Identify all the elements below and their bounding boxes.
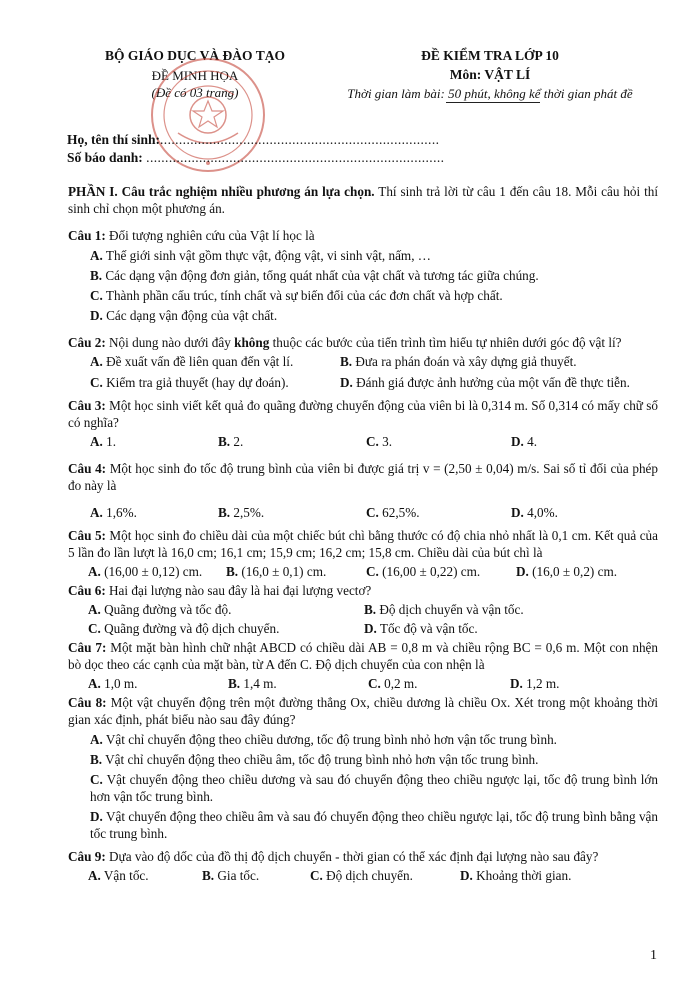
options-row <box>68 504 658 521</box>
question-number: Câu 4: <box>68 461 107 476</box>
question-stem: Một vật chuyển động trên một đường thẳng Ox, chiều dương là chiều Ox. Xét trong một khoảng thời gian xác định, phát biểu nào sau đây đúng? <box>68 695 659 727</box>
option-label: B. <box>218 505 231 520</box>
option-text: Quãng đường và tốc độ. <box>100 602 232 617</box>
part1-instruction: Thí sinh trả lời từ câu 1 đến câu 18. Mỗi câu hỏi thí sinh chỉ chọn một phương án. <box>68 184 659 216</box>
question-stem: Nội dung nào dưới đây <box>105 335 235 350</box>
option-label: B. <box>340 354 353 369</box>
student-id-row <box>67 149 444 167</box>
option-text: 1,0 m. <box>100 676 138 691</box>
option-a <box>68 247 658 264</box>
option-text: 3. <box>378 434 393 449</box>
options-row <box>68 601 658 618</box>
question-number: Câu 9: <box>68 849 106 864</box>
option-c <box>68 287 658 304</box>
option-label: A. <box>88 868 101 883</box>
question-number: Câu 8: <box>68 695 107 710</box>
option-text: (16,0 ± 0,2) cm. <box>528 564 618 579</box>
option-text: Đề xuất vấn đề liên quan đến vật lí. <box>102 354 294 369</box>
question-8 <box>68 694 658 842</box>
option-text: 1,2 m. <box>522 676 560 691</box>
student-info <box>67 131 444 167</box>
option-text: Kiểm tra giả thuyết (hay dự đoán). <box>102 375 289 390</box>
option-label: B. <box>364 602 377 617</box>
question-number: Câu 6: <box>68 583 106 598</box>
question-7 <box>68 639 658 692</box>
option-label: B. <box>226 564 239 579</box>
option-label: D. <box>340 375 353 390</box>
part1-title: PHẦN I. Câu trắc nghiệm nhiều phương án lựa chọn. <box>68 184 375 199</box>
option-d <box>364 620 478 637</box>
option-a <box>68 731 658 748</box>
option-text: Vật chuyển động theo chiều âm và sau đó chuyển động theo chiều ngược lại, tốc độ trung bình bằng vận tốc trung bình. <box>90 809 658 841</box>
option-b <box>202 867 310 884</box>
option-c <box>68 771 658 805</box>
option-a <box>88 601 364 618</box>
question-number: Câu 7: <box>68 640 107 655</box>
option-label: C. <box>368 676 381 691</box>
option-text: (16,00 ± 0,12) cm. <box>100 564 203 579</box>
option-label: C. <box>90 375 103 390</box>
option-text: (16,00 ± 0,22) cm. <box>378 564 481 579</box>
question-6 <box>68 582 658 637</box>
option-c <box>88 620 364 637</box>
option-b <box>228 675 368 692</box>
options-row <box>68 675 658 692</box>
question-stem-emphasis: không <box>234 335 270 350</box>
option-text: Khoảng thời gian. <box>472 868 572 883</box>
option-b <box>218 433 366 450</box>
option-text: Độ dịch chuyển. <box>322 868 413 883</box>
option-label: A. <box>88 564 101 579</box>
option-c <box>366 563 516 580</box>
option-d <box>68 307 658 324</box>
question-stem: Một học sinh viết kết quả đo quãng đường chuyển động của viên bi là 0,314 m. Số 0,314 có mấy chữ số có nghĩa? <box>68 398 658 430</box>
option-d <box>460 867 571 884</box>
option-label: B. <box>90 752 103 767</box>
option-text: Các dạng vận động đơn giản, tổng quát nhất của vật chất và tương tác giữa chúng. <box>102 268 539 283</box>
part1-intro <box>68 183 658 217</box>
option-text: 1,4 m. <box>240 676 277 691</box>
question-4 <box>68 460 658 521</box>
option-label: C. <box>310 868 323 883</box>
option-label: D. <box>364 621 377 636</box>
option-text: Độ dịch chuyển và vận tốc. <box>376 602 524 617</box>
option-text: Vật chuyển động theo chiều dương và sau đó chuyển động theo chiều ngược lại, tốc độ trung bình lớn hơn vận tốc trung bình. <box>90 772 658 804</box>
option-d <box>68 808 658 842</box>
option-b <box>226 563 366 580</box>
options-row <box>68 620 658 637</box>
question-number: Câu 1: <box>68 228 106 243</box>
option-label: D. <box>510 676 523 691</box>
option-label: C. <box>88 621 101 636</box>
question-1 <box>68 227 658 324</box>
option-d <box>511 433 537 450</box>
page-count: (Đề có 03 trang) <box>151 85 239 100</box>
option-text: 4. <box>523 434 538 449</box>
options-row <box>68 867 658 884</box>
option-text: Tốc độ và vận tốc. <box>376 621 478 636</box>
option-text: Đánh giá được ảnh hưởng của một vấn đề thực tiễn. <box>352 375 630 390</box>
option-a <box>90 433 218 450</box>
option-b <box>68 267 658 284</box>
option-label: A. <box>90 248 103 263</box>
question-stem: Một mặt bàn hình chữ nhật ABCD có chiều dài AB = 0,8 m và chiều rộng BC = 0,6 m. Một con nhện bò dọc theo các cạnh của mặt bàn, từ A đến C. Độ dịch chuyển của con nhện là <box>68 640 659 672</box>
option-text: Quãng đường và độ dịch chuyển. <box>100 621 280 636</box>
option-b <box>364 601 524 618</box>
option-label: A. <box>88 676 101 691</box>
option-label: C. <box>366 564 379 579</box>
question-5 <box>68 527 658 580</box>
option-a <box>90 504 218 521</box>
option-d <box>516 563 617 580</box>
option-text: Thành phần cấu trúc, tính chất và sự biến đổi của các đơn chất và hợp chất. <box>102 288 503 303</box>
option-text: 2. <box>230 434 244 449</box>
options-row <box>68 563 658 580</box>
question-number: Câu 5: <box>68 528 106 543</box>
option-text: Thế giới sinh vật gồm thực vật, động vật, vi sinh vật, nấm, … <box>102 248 431 263</box>
question-3 <box>68 397 658 450</box>
question-2 <box>68 334 658 391</box>
option-text: 2,5%. <box>230 505 265 520</box>
option-label: B. <box>218 434 231 449</box>
option-label: B. <box>202 868 215 883</box>
exam-duration: Thời gian làm bài: 50 phút, không kể thời gian phát đề <box>347 86 633 101</box>
question-stem: Một học sinh đo chiều dài của một chiếc bút chì bằng thước có độ chia nhỏ nhất là 0,1 cm. Kết quả của 5 lần đo lần lượt là 16,0 cm; 16,1 cm; 15,9 cm; 16,2 cm; 15,8 cm. Chiều dài của bút chì là <box>68 528 659 560</box>
header-divider <box>446 102 540 103</box>
exam-content <box>68 183 658 890</box>
ministry-name: BỘ GIÁO DỤC VÀ ĐÀO TẠO <box>105 48 285 63</box>
options-row <box>68 374 658 391</box>
option-label: D. <box>511 434 524 449</box>
exam-type: ĐỀ MINH HỌA <box>151 68 239 83</box>
question-number: Câu 2: <box>68 335 106 350</box>
option-b <box>340 353 577 370</box>
option-b <box>68 751 658 768</box>
option-label: A. <box>90 505 103 520</box>
student-name-label: Họ, tên thí sinh: <box>67 132 161 147</box>
option-text: Vật chỉ chuyển động theo chiều dương, tốc độ trung bình nhỏ hơn vận tốc trung bình. <box>102 732 557 747</box>
option-c <box>368 675 510 692</box>
option-text: 4,0%. <box>523 505 558 520</box>
option-label: A. <box>90 434 103 449</box>
student-name-field: .......................................................................... <box>160 132 440 147</box>
option-d <box>510 675 559 692</box>
option-label: C. <box>90 772 103 787</box>
option-text: 0,2 m. <box>380 676 418 691</box>
option-label: C. <box>90 288 103 303</box>
option-label: D. <box>511 505 524 520</box>
question-stem: Dựa vào độ dốc của đồ thị độ dịch chuyển - thời gian có thể xác định đại lượng nào sau đây? <box>105 849 599 864</box>
option-label: C. <box>366 505 379 520</box>
page-number: 1 <box>650 948 657 963</box>
option-c <box>310 867 460 884</box>
options-row <box>68 353 658 370</box>
option-label: C. <box>366 434 379 449</box>
option-text: (16,0 ± 0,1) cm. <box>238 564 327 579</box>
option-text: Các dạng vận động của vật chất. <box>102 308 278 323</box>
student-name-row <box>67 131 444 149</box>
option-a <box>88 675 228 692</box>
option-d <box>340 374 630 391</box>
student-id-field: ............................................................................... <box>146 150 445 165</box>
option-label: B. <box>90 268 103 283</box>
header-right <box>330 47 650 102</box>
question-number: Câu 3: <box>68 398 106 413</box>
question-stem: Một học sinh đo tốc độ trung bình của viên bi được giá trị v = (2,50 ± 0,04) m/s. Sai số tỉ đối của phép đo này là <box>68 461 658 493</box>
option-text: 1,6%. <box>102 505 137 520</box>
option-label: D. <box>460 868 473 883</box>
student-id-label: Số báo danh: <box>67 150 143 165</box>
option-label: B. <box>228 676 241 691</box>
option-label: D. <box>90 308 103 323</box>
option-text: Vận tốc. <box>100 868 149 883</box>
option-c <box>366 504 511 521</box>
option-text: Gia tốc. <box>214 868 260 883</box>
option-text: Đưa ra phán đoán và xây dựng giả thuyết. <box>352 354 577 369</box>
exam-title: ĐỀ KIỂM TRA LỚP 10 <box>421 48 559 63</box>
option-a <box>88 563 226 580</box>
option-c <box>366 433 511 450</box>
option-a <box>88 867 202 884</box>
subject-name: Môn: VẬT LÍ <box>449 67 531 82</box>
option-label: D. <box>516 564 529 579</box>
option-text: 62,5%. <box>378 505 420 520</box>
option-b <box>218 504 366 521</box>
question-stem: Hai đại lượng nào sau đây là hai đại lượng vectơ? <box>105 583 372 598</box>
question-stem: Đối tượng nghiên cứu của Vật lí học là <box>105 228 315 243</box>
option-a <box>90 353 340 370</box>
option-c <box>90 374 340 391</box>
option-label: D. <box>90 809 103 824</box>
question-9 <box>68 848 658 884</box>
option-text: 1. <box>102 434 117 449</box>
option-label: A. <box>90 354 103 369</box>
option-d <box>511 504 558 521</box>
question-stem: thuộc các bước của tiến trình tìm hiểu tự nhiên dưới góc độ vật lí? <box>269 335 622 350</box>
option-label: A. <box>88 602 101 617</box>
options-row <box>68 433 658 450</box>
option-label: A. <box>90 732 103 747</box>
option-text: Vật chỉ chuyển động theo chiều âm, tốc độ trung bình nhỏ hơn vận tốc trung bình. <box>102 752 539 767</box>
